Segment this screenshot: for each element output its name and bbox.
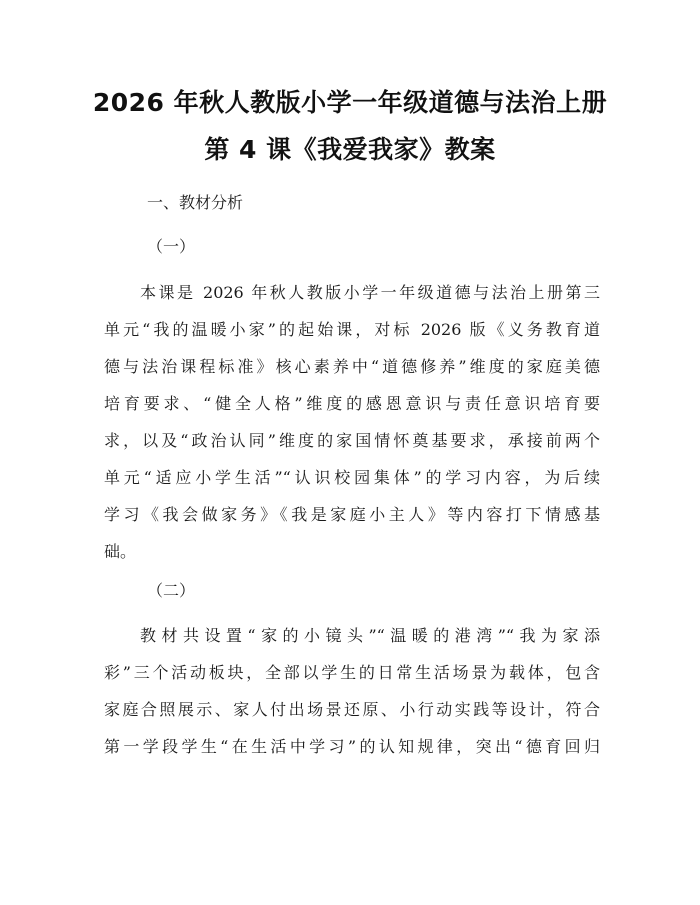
paragraph-line: 培育要求、“健全人格”维度的感恩意识与责任意识培育要 <box>104 394 600 413</box>
paragraph-line: 单元“适应小学生活”“认识校园集体”的学习内容，为后续 <box>104 468 600 487</box>
paragraph-line: 学习《我会做家务》《我是家庭小主人》等内容打下情感基 <box>104 505 600 524</box>
paragraph-line: 家庭合照展示、家人付出场景还原、小行动实践等设计，符合 <box>104 700 600 719</box>
paragraph-line: 单元“我的温暖小家”的起始课，对标 2026 版《义务教育道 <box>104 320 600 339</box>
paragraph-line: 求，以及“政治认同”维度的家国情怀奠基要求，承接前两个 <box>104 431 600 450</box>
paragraph-line: 础。 <box>104 542 137 561</box>
document-title-line-1: 2026 年秋人教版小学一年级道德与法治上册 <box>92 88 608 117</box>
paragraph-line: 德与法治课程标准》核心素养中“道德修养”维度的家庭美德 <box>104 357 600 376</box>
paragraph-line: 彩”三个活动板块，全部以学生的日常生活场景为载体，包含 <box>104 663 600 682</box>
subsection-heading-1: （一） <box>147 237 196 256</box>
paragraph-line: 教材共设置“家的小镜头”“温暖的港湾”“我为家添 <box>140 626 600 645</box>
paragraph-line: 第一学段学生“在生活中学习”的认知规律，突出“德育回归 <box>104 737 600 756</box>
paragraph-line: 本课是 2026 年秋人教版小学一年级道德与法治上册第三 <box>140 283 600 302</box>
document-title-line-2: 第 4 课《我爱我家》教案 <box>204 135 496 164</box>
subsection-heading-2: （二） <box>147 581 196 600</box>
section-heading-textbook-analysis: 一、教材分析 <box>147 193 244 212</box>
